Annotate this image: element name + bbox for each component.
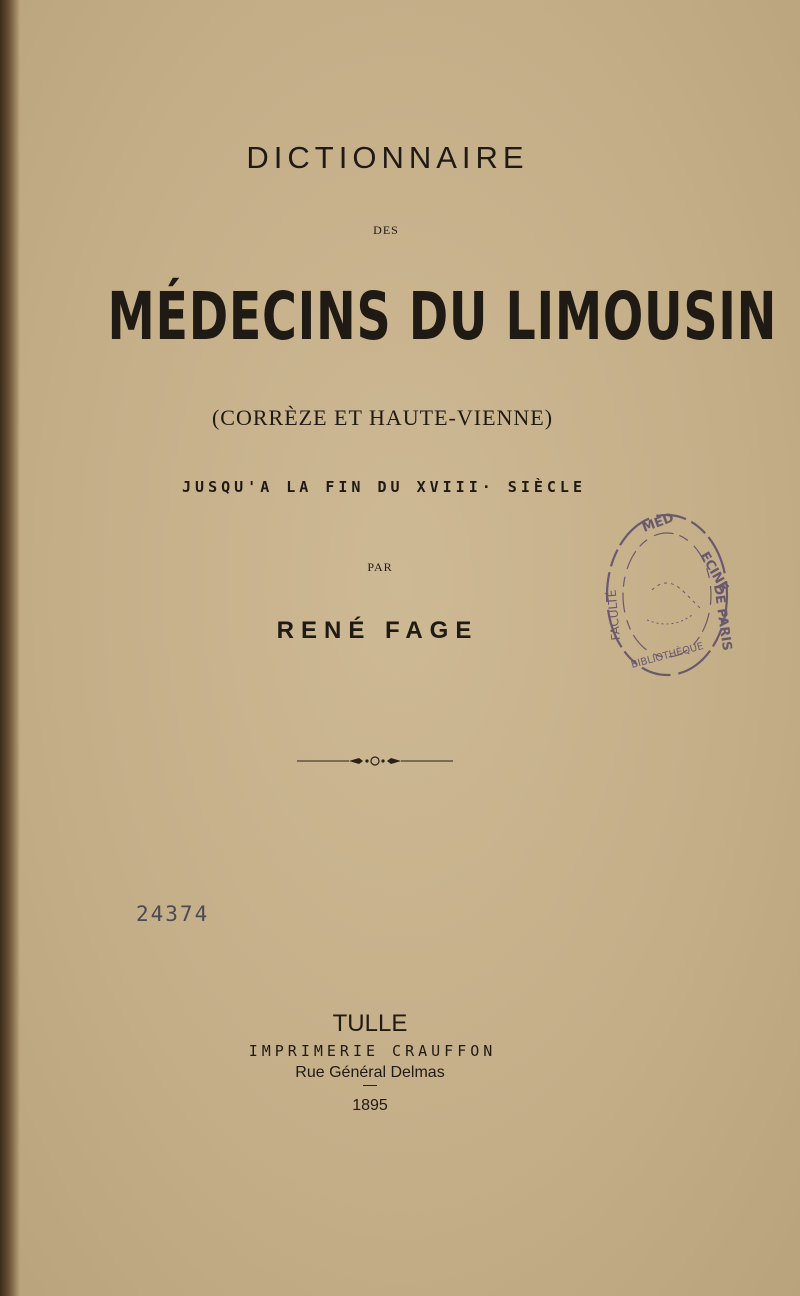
title-line-dictionnaire: DICTIONNAIRE bbox=[246, 140, 529, 175]
main-title: MÉDECINS DU LIMOUSIN bbox=[107, 278, 778, 355]
period-subtitle: JUSQU'A LA FIN DU XVIII· SIÈCLE bbox=[182, 478, 586, 496]
region-subtitle: (CORRÈZE ET HAUTE-VIENNE) bbox=[211, 405, 554, 430]
svg-text:MÉD: MÉD bbox=[640, 510, 677, 536]
library-stamp-icon bbox=[592, 500, 742, 690]
shelfmark-number: 24374 bbox=[136, 902, 210, 926]
ornament-divider-icon bbox=[297, 754, 453, 768]
by-label: PAR bbox=[367, 560, 393, 574]
author-name: RENÉ FAGE bbox=[276, 617, 479, 644]
svg-text:DE PARIS: DE PARIS bbox=[710, 583, 735, 652]
svg-text:FACULTÉ: FACULTÉ bbox=[604, 589, 623, 641]
svg-text:ECINE: ECINE bbox=[696, 549, 732, 595]
svg-text:BIBLIOTHÈQUE: BIBLIOTHÈQUE bbox=[629, 640, 705, 671]
title-line-des: DES bbox=[373, 223, 399, 237]
short-rule bbox=[363, 1085, 377, 1086]
printer-address: Rue Général Delmas bbox=[295, 1064, 445, 1081]
publication-year: 1895 bbox=[352, 1097, 388, 1114]
printer-name: IMPRIMERIE CRAUFFON bbox=[248, 1042, 497, 1060]
publisher-city: TULLE bbox=[332, 1010, 408, 1037]
